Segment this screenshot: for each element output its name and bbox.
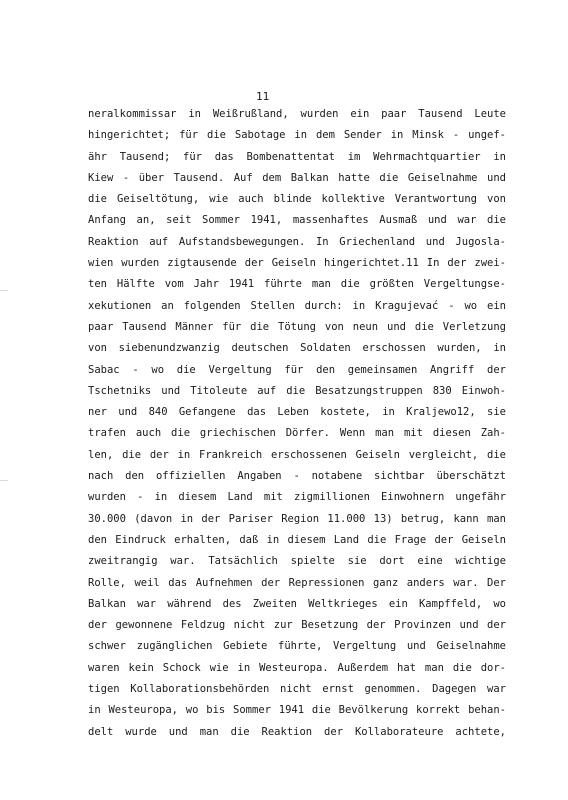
text-line: wurden - in diesem Land mit zigmillionen Einwohnern ungefähr [88, 491, 506, 504]
scan-margin-mark [0, 290, 8, 294]
text-line: hingerichtet; für die Sabotage in dem Sender in Minsk - ungef- [88, 129, 506, 142]
text-line: schwer zugänglichen Gebiete führte, Vergeltung und Geiselnahme [88, 640, 506, 653]
text-line: trafen auch die griechischen Dörfer. Wenn man mit diesen Zah- [88, 427, 506, 440]
text-line: nach den offiziellen Angaben - notabene sichtbar überschätzt [88, 470, 506, 483]
text-line: 30.000 (davon in der Pariser Region 11.000 13) betrug, kann man [88, 512, 506, 525]
page-number: 11 [256, 90, 270, 103]
text-line: Reaktion auf Aufstandsbewegungen. In Griechenland und Jugosla- [88, 235, 506, 248]
text-line: von siebenundzwanzig deutschen Soldaten erschossen wurden, in [88, 342, 506, 355]
text-line: Balkan war während des Zweiten Weltkrieges ein Kampffeld, wo [88, 597, 506, 610]
text-line: Kiew - über Tausend. Auf dem Balkan hatte die Geiselnahme und [88, 171, 506, 184]
text-line: len, die der in Frankreich erschossenen Geiseln vergleicht, die [88, 448, 506, 461]
body-text [88, 104, 506, 743]
text-line: tigen Kollaborationsbehörden nicht ernst genommen. Dagegen war [88, 683, 506, 696]
text-line: den Eindruck erhalten, daß in diesem Land die Frage der Geiseln [88, 533, 506, 546]
text-line: delt wurde und man die Reaktion der Kollaborateure achtete, [88, 725, 506, 738]
text-line: in Westeuropa, wo bis Sommer 1941 die Bevölkerung korrekt behan- [88, 704, 506, 717]
scan-margin-mark [0, 480, 8, 484]
text-line: neralkommissar in Weißrußland, wurden ein paar Tausend Leute [88, 108, 506, 120]
text-line: wien wurden zigtausende der Geiseln hingerichtet.11 In der zwei- [88, 257, 506, 270]
text-line: Anfang an, seit Sommer 1941, massenhaftes Ausmaß und war die [88, 214, 506, 227]
text-line: waren kein Schock wie in Westeuropa. Außerdem hat man die dor- [88, 661, 506, 674]
text-line: ten Hälfte vom Jahr 1941 führte man die größten Vergeltungse- [88, 278, 506, 291]
text-line: der gewonnene Feldzug nicht zur Besetzung der Provinzen und der [88, 619, 506, 632]
text-line: die Geiseltötung, wie auch blinde kollektive Verantwortung von [88, 193, 506, 206]
text-line: ähr Tausend; für das Bombenattentat im Wehrmachtquartier in [88, 150, 506, 163]
text-line: zweitrangig war. Tatsächlich spielte sie dort eine wichtige [88, 555, 506, 568]
text-line: Tschetniks und Titoleute auf die Besatzungstruppen 830 Einwoh- [88, 384, 506, 397]
text-line: paar Tausend Männer für die Tötung von neun und die Verletzung [88, 320, 506, 333]
text-line: Rolle, weil das Aufnehmen der Repressionen ganz anders war. Der [88, 576, 506, 589]
text-line: ner und 840 Gefangene das Leben kostete, in Kraljewo12, sie [88, 406, 506, 419]
text-line: Sabac - wo die Vergeltung für den gemeinsamen Angriff der [88, 363, 506, 376]
text-line: xekutionen an folgenden Stellen durch: in Kragujevać - wo ein [88, 299, 506, 312]
